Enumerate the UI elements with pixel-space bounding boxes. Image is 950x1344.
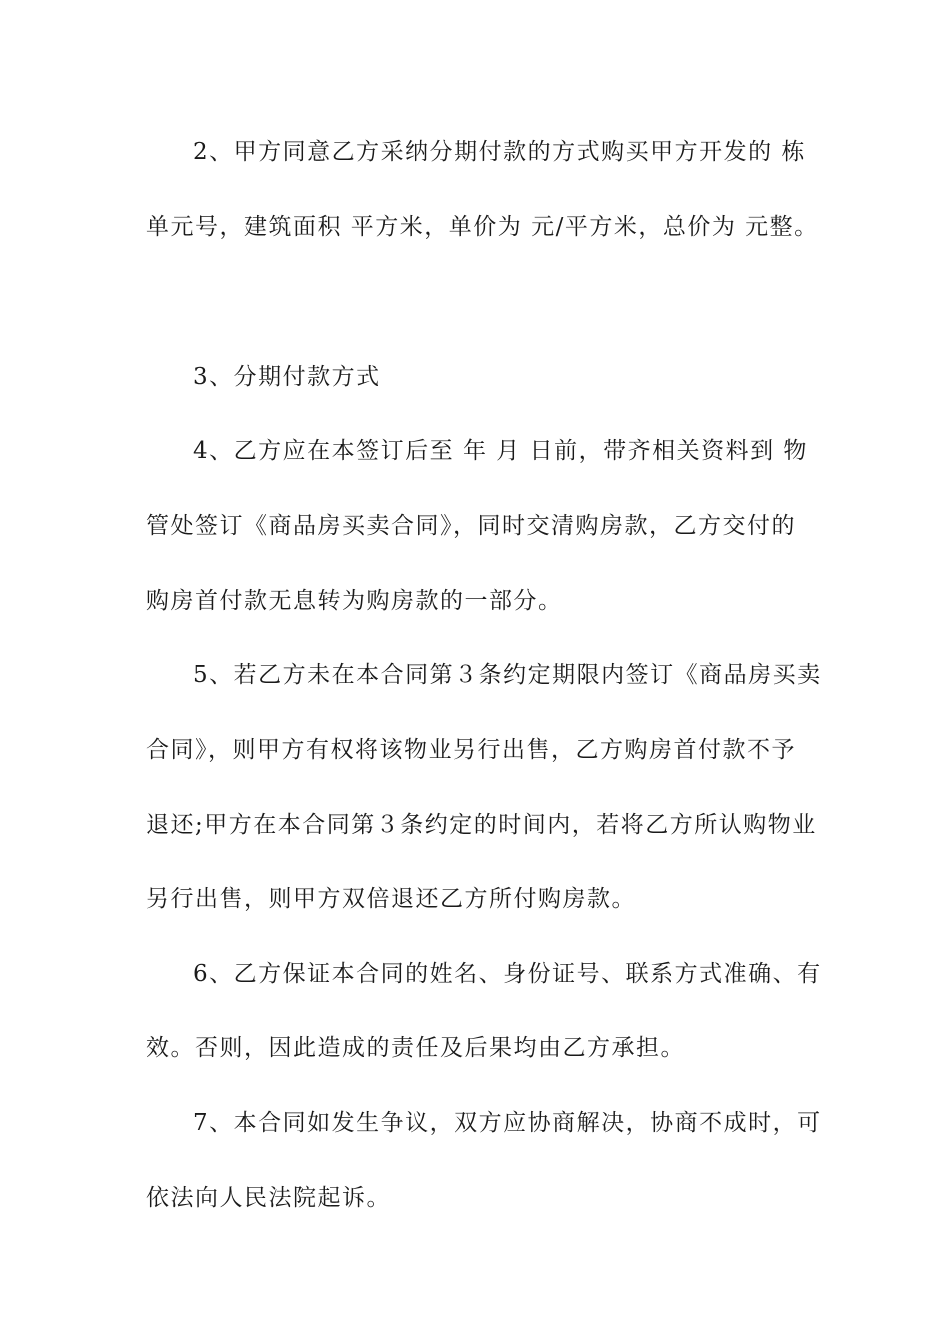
clause-7-line-1: 7、本合同如发生争议，双方应协商解决，协商不成时，可 (193, 1110, 822, 1136)
clause-5-line-3: 退还;甲方在本合同第３条约定的时间内，若将乙方所认购物业 (146, 812, 817, 838)
clause-5-line-1: 5、若乙方未在本合同第３条约定期限内签订《商品房买卖 (193, 662, 822, 688)
clause-3-line-1: 3、分期付款方式 (193, 364, 381, 390)
clause-4-line-1: 4、乙方应在本签订后至 年 月 日前，带齐相关资料到 物 (193, 438, 808, 464)
clause-4-line-2: 管处签订《商品房买卖合同》，同时交清购房款，乙方交付的 (146, 513, 796, 539)
clause-6-line-1: 6、乙方保证本合同的姓名、身份证号、联系方式准确、有 (193, 961, 822, 987)
clause-4-line-3: 购房首付款无息转为购房款的一部分。 (146, 588, 563, 614)
clause-5-line-2: 合同》，则甲方有权将该物业另行出售，乙方购房首付款不予 (146, 737, 796, 763)
clause-2-line-2: 单元号，建筑面积 平方米，单价为 元/平方米，总价为 元整。 (146, 214, 819, 240)
clause-5-line-4: 另行出售，则甲方双倍退还乙方所付购房款。 (146, 886, 636, 912)
clause-2-line-1: 2、甲方同意乙方采纳分期付款的方式购买甲方开发的 栋 (193, 139, 806, 165)
clause-6-line-2: 效。否则，因此造成的责任及后果均由乙方承担。 (146, 1035, 685, 1061)
clause-7-line-2: 依法向人民法院起诉。 (146, 1185, 391, 1211)
